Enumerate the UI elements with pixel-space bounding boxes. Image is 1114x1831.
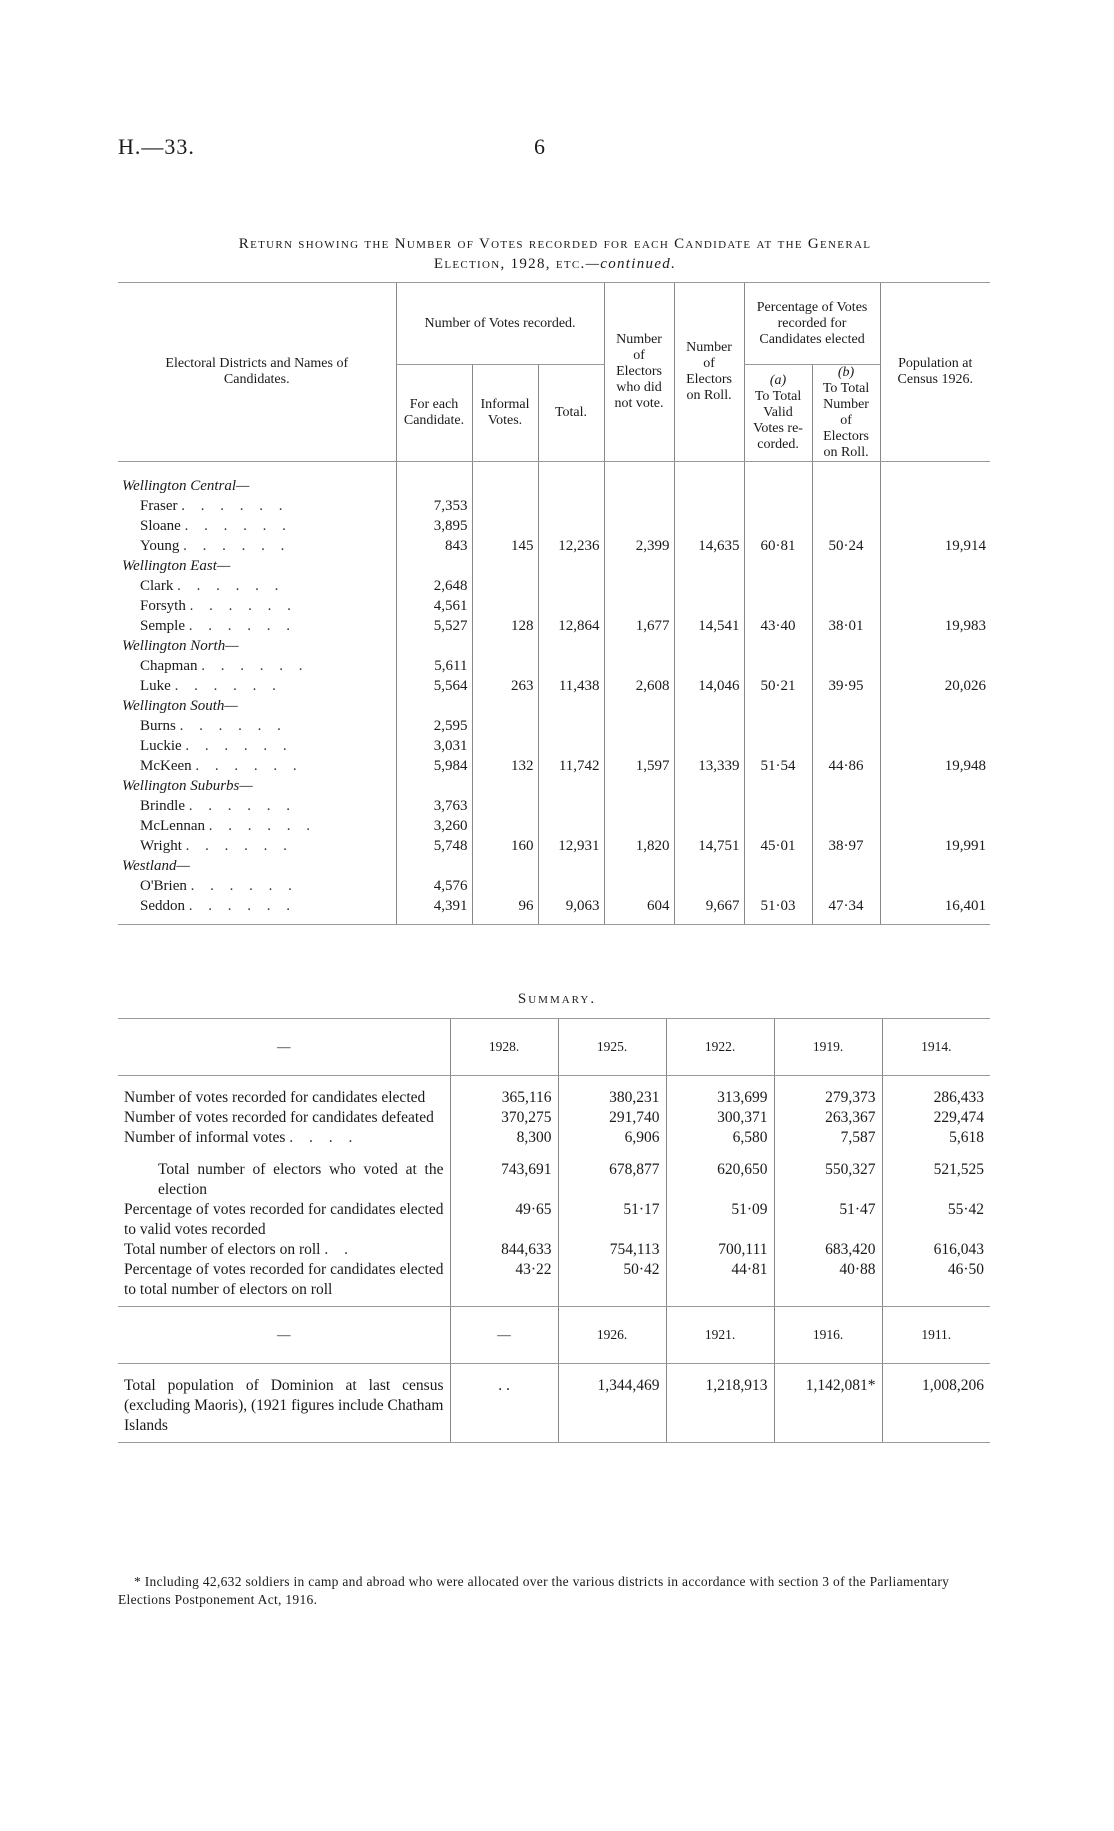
population-value: . . [450, 1364, 558, 1443]
candidate-row [118, 836, 990, 856]
votes-table [118, 282, 990, 925]
census-year: — [450, 1307, 558, 1364]
candidate-name: Forsyth . . . . . . [140, 598, 297, 614]
candidate-name: Clark . . . . . . [140, 578, 285, 594]
population-value: 1,344,469 [558, 1364, 666, 1443]
percentage-electors: 50·24 [812, 536, 880, 556]
district-name: Westland— [122, 858, 190, 874]
candidate-votes: 7,353 [396, 496, 472, 516]
informal-votes: 96 [472, 896, 538, 925]
summary-value: 286,433 [882, 1076, 990, 1109]
summary-table [118, 1018, 990, 1443]
census-dash: — [118, 1307, 450, 1364]
summary-value: 51·17 [558, 1200, 666, 1240]
candidate-row [118, 816, 990, 836]
header-votes-group: Number of Votes recorded. [396, 283, 604, 365]
total-votes: 12,236 [538, 536, 604, 556]
percentage-valid-votes: 45·01 [744, 836, 812, 856]
electors-not-voted: 2,399 [604, 536, 674, 556]
candidate-votes: 5,748 [396, 836, 472, 856]
candidate-name: Chapman . . . . . . [140, 658, 309, 674]
summary-value: 313,699 [666, 1076, 774, 1109]
year-header: 1928. [450, 1019, 558, 1076]
title-continued: —continued. [585, 256, 677, 272]
population-value: 1,008,206 [882, 1364, 990, 1443]
summary-label: Number of votes recorded for candidates defeated [124, 1109, 434, 1126]
district-row [118, 776, 990, 796]
census-year: 1926. [558, 1307, 666, 1364]
summary-value: 44·81 [666, 1260, 774, 1307]
summary-value: 6,906 [558, 1128, 666, 1148]
summary-value: 263,367 [774, 1108, 882, 1128]
candidate-name: Seddon . . . . . . [118, 896, 396, 925]
percentage-valid-votes: 60·81 [744, 536, 812, 556]
candidate-row [118, 796, 990, 816]
district-name: Wellington North— [122, 638, 239, 654]
electors-not-voted: 1,677 [604, 616, 674, 636]
candidate-votes: 3,031 [396, 736, 472, 756]
summary-value: 7,587 [774, 1128, 882, 1148]
candidate-votes: 4,576 [396, 876, 472, 896]
summary-label: Total number of electors on roll . . [124, 1241, 354, 1258]
candidate-row [118, 616, 990, 636]
candidate-row [118, 516, 990, 536]
district-name: Wellington Central— [122, 478, 250, 494]
district-name: Wellington South— [122, 698, 238, 714]
summary-value: 844,633 [450, 1240, 558, 1260]
electors-on-roll: 14,046 [674, 676, 744, 696]
summary-value: 683,420 [774, 1240, 882, 1260]
census-year: 1916. [774, 1307, 882, 1364]
summary-row [118, 1076, 990, 1109]
population-value: 1,218,913 [666, 1364, 774, 1443]
percentage-electors: 44·86 [812, 756, 880, 776]
summary-value: 229,474 [882, 1108, 990, 1128]
candidate-name: O'Brien . . . . . . [140, 878, 298, 894]
header-on-roll: Number of Electors on Roll. [674, 283, 744, 462]
header-percentage-group: Percentage of Votes recorded for Candidates elected [744, 283, 880, 365]
candidate-row [118, 736, 990, 756]
candidate-votes: 5,527 [396, 616, 472, 636]
candidate-name: Burns . . . . . . [140, 718, 287, 734]
summary-value: 55·42 [882, 1200, 990, 1240]
summary-title: Summary. [517, 991, 597, 1007]
summary-row [118, 1240, 990, 1260]
summary-label: Number of informal votes . . . . [124, 1129, 359, 1146]
district-row [118, 696, 990, 716]
informal-votes: 160 [472, 836, 538, 856]
total-votes: 9,063 [538, 896, 604, 925]
document-code: H.—33. [118, 134, 195, 159]
header-for-each: For each Candidate. [396, 365, 472, 462]
header-total: Total. [538, 365, 604, 462]
electors-on-roll: 14,635 [674, 536, 744, 556]
electors-on-roll: 14,541 [674, 616, 744, 636]
percentage-valid-votes: 43·40 [744, 616, 812, 636]
summary-value: 5,618 [882, 1128, 990, 1148]
summary-row [118, 1148, 990, 1200]
header-informal: Informal Votes. [472, 365, 538, 462]
summary-row [118, 1260, 990, 1307]
total-votes: 11,742 [538, 756, 604, 776]
candidate-name: Brindle . . . . . . [140, 798, 296, 814]
population-1926: 19,914 [880, 536, 990, 556]
summary-value: 49·65 [450, 1200, 558, 1240]
title-line-2: Election, 1928, etc. [433, 256, 586, 272]
percentage-electors: 47·34 [812, 896, 880, 925]
candidate-row [118, 536, 990, 556]
total-votes: 11,438 [538, 676, 604, 696]
candidate-votes: 2,595 [396, 716, 472, 736]
census-year: 1911. [882, 1307, 990, 1364]
candidate-votes: 3,895 [396, 516, 472, 536]
summary-year-header [118, 1019, 990, 1076]
population-label: Total population of Dominion at last census (excluding Maoris), (1921 figures include Chatham Islands [118, 1364, 450, 1443]
candidate-name: Wright . . . . . . [140, 838, 293, 854]
candidate-name: McLennan . . . . . . [140, 818, 316, 834]
summary-label: Percentage of votes recorded for candidates elected to valid votes recorded [124, 1201, 444, 1238]
total-votes: 12,864 [538, 616, 604, 636]
candidate-row [118, 576, 990, 596]
electors-not-voted: 1,597 [604, 756, 674, 776]
summary-row [118, 1108, 990, 1128]
summary-value: 51·09 [666, 1200, 774, 1240]
page-number: 6 [534, 134, 546, 159]
informal-votes: 128 [472, 616, 538, 636]
candidate-votes: 3,260 [396, 816, 472, 836]
population-1926: 19,991 [880, 836, 990, 856]
district-row [118, 856, 990, 876]
summary-value: 40·88 [774, 1260, 882, 1307]
summary-value: 50·42 [558, 1260, 666, 1307]
summary-label: Total number of electors who voted at the election [158, 1161, 444, 1198]
population-1926: 16,401 [880, 896, 990, 925]
candidate-row [118, 896, 990, 925]
population-1926: 19,948 [880, 756, 990, 776]
summary-value: 8,300 [450, 1128, 558, 1148]
electors-not-voted: 604 [604, 896, 674, 925]
percentage-electors: 38·01 [812, 616, 880, 636]
district-row [118, 556, 990, 576]
summary-value: 380,231 [558, 1076, 666, 1109]
header-not-voted: Number of Electors who did not vote. [604, 283, 674, 462]
summary-value: 370,275 [450, 1108, 558, 1128]
page-title [120, 234, 990, 274]
summary-value: 743,691 [450, 1148, 558, 1200]
candidate-row [118, 496, 990, 516]
electors-not-voted: 1,820 [604, 836, 674, 856]
candidate-name: Fraser . . . . . . [140, 498, 289, 514]
header-pct-b: (b) To Total Number of Electors on Roll. [812, 365, 880, 462]
summary-value: 46·50 [882, 1260, 990, 1307]
summary-value: 521,525 [882, 1148, 990, 1200]
population-1926: 20,026 [880, 676, 990, 696]
summary-value: 291,740 [558, 1108, 666, 1128]
summary-row [118, 1128, 990, 1148]
candidate-row [118, 656, 990, 676]
candidate-votes: 2,648 [396, 576, 472, 596]
candidate-name: Luckie . . . . . . [140, 738, 293, 754]
percentage-electors: 38·97 [812, 836, 880, 856]
population-row [118, 1364, 990, 1443]
informal-votes: 145 [472, 536, 538, 556]
summary-value: 678,877 [558, 1148, 666, 1200]
summary-value: 279,373 [774, 1076, 882, 1109]
candidate-row [118, 676, 990, 696]
year-header: 1919. [774, 1019, 882, 1076]
year-header: 1914. [882, 1019, 990, 1076]
summary-value: 550,327 [774, 1148, 882, 1200]
summary-value: 43·22 [450, 1260, 558, 1307]
header-population: Population at Census 1926. [880, 283, 990, 462]
candidate-votes: 5,611 [396, 656, 472, 676]
candidate-row [118, 876, 990, 896]
candidate-votes: 4,561 [396, 596, 472, 616]
candidate-name: Sloane . . . . . . [140, 518, 292, 534]
percentage-electors: 39·95 [812, 676, 880, 696]
summary-row [118, 1200, 990, 1240]
candidate-votes: 5,984 [396, 756, 472, 776]
percentage-valid-votes: 51·54 [744, 756, 812, 776]
year-header: 1925. [558, 1019, 666, 1076]
summary-value: 700,111 [666, 1240, 774, 1260]
summary-value: 6,580 [666, 1128, 774, 1148]
electors-on-roll: 14,751 [674, 836, 744, 856]
electors-not-voted: 2,608 [604, 676, 674, 696]
title-line-1: Return showing the Number of Votes recorded for each Candidate at the General [238, 236, 872, 252]
candidate-name: McKeen . . . . . . [140, 758, 303, 774]
population-1926: 19,983 [880, 616, 990, 636]
summary-value: 365,116 [450, 1076, 558, 1109]
electors-on-roll: 13,339 [674, 756, 744, 776]
district-row [118, 462, 990, 497]
informal-votes: 263 [472, 676, 538, 696]
percentage-valid-votes: 50·21 [744, 676, 812, 696]
district-name: Wellington East— [122, 558, 231, 574]
footnote: * Including 42,632 soldiers in camp and abroad who were allocated over the various districts in accordance with section 3 of the Parliamentary Elections Postponement Act, 1916. [118, 1574, 950, 1607]
year-header: 1922. [666, 1019, 774, 1076]
candidate-name: Young . . . . . . [140, 538, 291, 554]
candidate-row [118, 716, 990, 736]
summary-label: Percentage of votes recorded for candidates elected to total number of electors on roll [118, 1260, 450, 1307]
candidate-votes: 3,763 [396, 796, 472, 816]
total-votes: 12,931 [538, 836, 604, 856]
candidate-row [118, 596, 990, 616]
candidate-row [118, 756, 990, 776]
candidate-votes: 4,391 [396, 896, 472, 925]
candidate-votes: 843 [396, 536, 472, 556]
percentage-valid-votes: 51·03 [744, 896, 812, 925]
population-value: 1,142,081* [774, 1364, 882, 1443]
district-row [118, 636, 990, 656]
summary-label: Number of votes recorded for candidates elected [124, 1089, 426, 1106]
summary-value: 754,113 [558, 1240, 666, 1260]
district-name: Wellington Suburbs— [122, 778, 253, 794]
summary-dash: — [118, 1019, 450, 1076]
header-pct-a: (a) To Total Valid Votes re-corded. [744, 365, 812, 462]
electors-on-roll: 9,667 [674, 896, 744, 925]
summary-value: 616,043 [882, 1240, 990, 1260]
candidate-votes: 5,564 [396, 676, 472, 696]
summary-value: 51·47 [774, 1200, 882, 1240]
census-year: 1921. [666, 1307, 774, 1364]
summary-value: 620,650 [666, 1148, 774, 1200]
candidate-name: Luke . . . . . . [140, 678, 282, 694]
census-year-header [118, 1307, 990, 1364]
informal-votes: 132 [472, 756, 538, 776]
summary-value: 300,371 [666, 1108, 774, 1128]
header-district: Electoral Districts and Names of Candidates. [118, 283, 396, 462]
candidate-name: Semple . . . . . . [140, 618, 296, 634]
